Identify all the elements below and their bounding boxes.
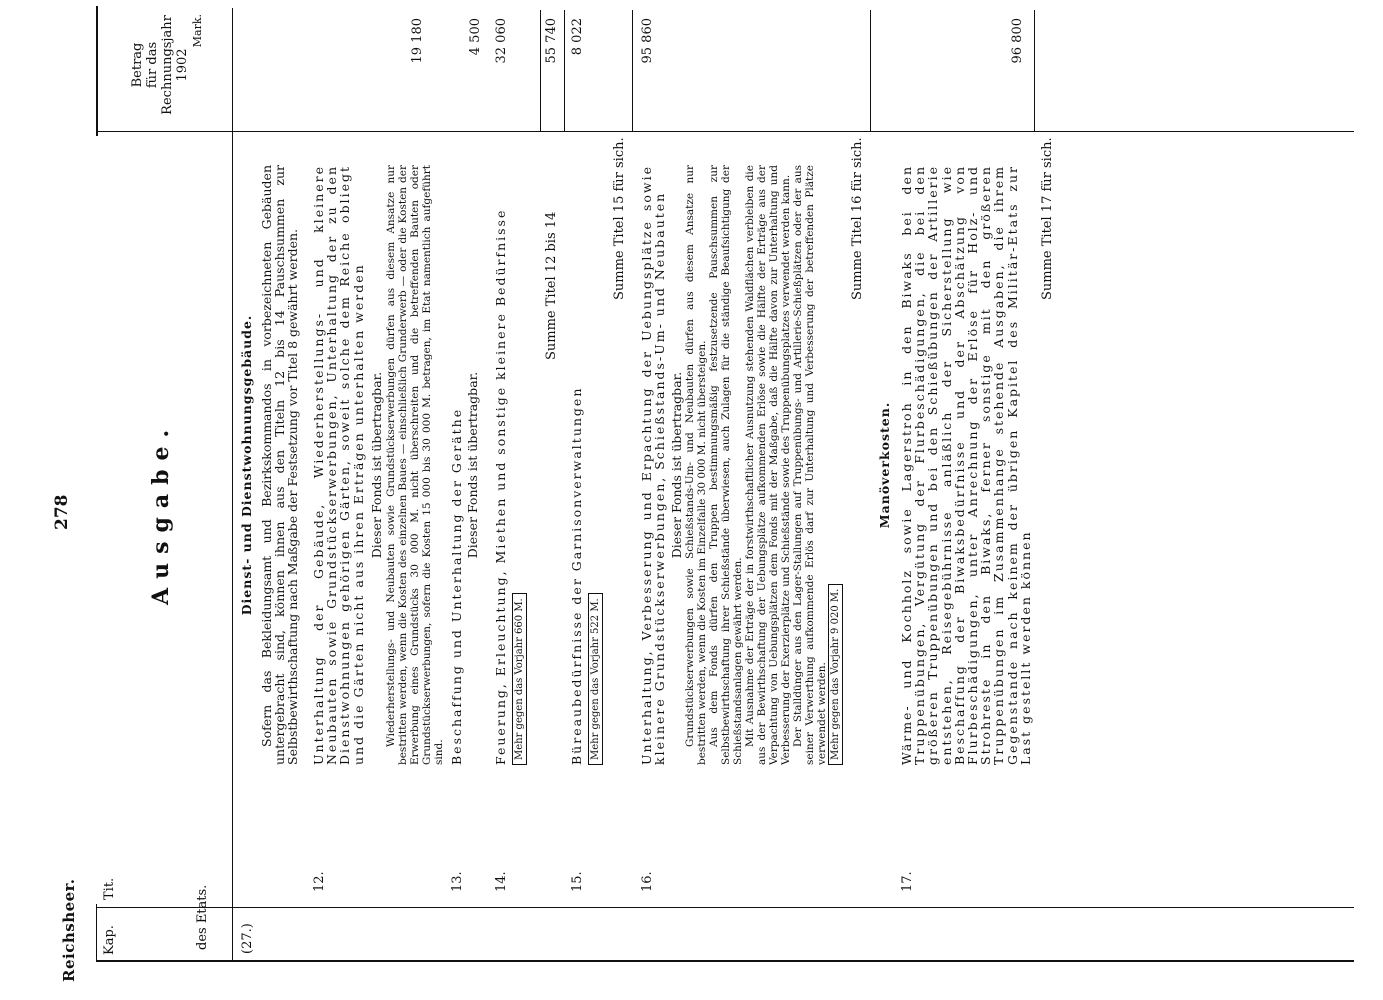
header-divider [232, 8, 233, 962]
etats-column-heading: des Etats. [195, 884, 210, 950]
titel-text: Unterhaltung der Gebäude, Wiederherstellungs- und kleinere Neubauten sowie Grundstückserwerbungen, Unterhaltung der zu den Dienstwohnungen gehörigen Gärten, soweit solche dem Reiche obliegt und die Gärten nicht aus ihren Erträgen unterhalten werden [311, 165, 366, 765]
titel-amount: 96 800 [1010, 18, 1025, 64]
titel-amount: 4 500 [468, 18, 483, 56]
titel-note: Dieser Fonds ist übertragbar. [465, 371, 480, 559]
titel-note: Wiederherstellungs- und Neubauten sowie Grundstückserwerbungen dürfen aus diesem Ansatze nur bestritten werden, wenn die Kosten des einzelnen Baues — einschließlich Grunderwerb — oder die Kosten der Erwerbung eines Grundstücks 30 000 M. nicht überschreiten und die betreffenden Bauten oder Grundstückserwerbungen, sofern die Kosten 15 000 bis 30 000 M. betragen, im Etat namentlich aufgeführt sind. [385, 165, 445, 765]
change-box: Mehr gegen das Vorjahr 660 M. [512, 593, 527, 765]
table-top-right [96, 6, 98, 136]
titel-heading: Manöverkosten. [877, 401, 892, 529]
digitization-note [1365, 8, 1379, 993]
sum-label: Summe Titel 17 für sich. [1040, 137, 1055, 300]
titel-amount: 8 022 [570, 18, 585, 56]
amount-heading-year: 1902 [175, 48, 190, 82]
sum-rule [1034, 10, 1035, 132]
titel-number: 12. [312, 871, 327, 892]
amount-heading-unit: Mark. [191, 14, 204, 48]
titel-note: Aus dem Fonds dürfen den Truppen bestimmungsmäßig festzusetzende Pauschsummen zur Selbstbewirthschaftung ihrer Schießstände überwiesen, auch Zulagen für die ständige Beaufsichtigung der Schießstandsanlagen gewährt werden. [708, 165, 744, 765]
titel-note: Der Stalldünger aus den Lager-Stallungen auf Truppenübungs- und Artillerie-Schießplätzen oder der aus seiner Verwerthung aufkommende Erlös darf zur Unterhaltung und Verbesserung der betreffenden Plätze verwendet werden. [792, 165, 828, 765]
sum-label: Summe Titel 16 für sich. [850, 137, 865, 300]
amount-column-heading [130, 10, 205, 120]
sum-label: Summe Titel 12 bis 14 [544, 211, 559, 360]
amount-heading-line: für das [145, 41, 160, 89]
titel-number: 14. [494, 871, 509, 892]
titel-note: Dieser Fonds ist übertragbar. [669, 371, 684, 559]
titel-text: Beschaffung und Unterhaltung der Geräthe [449, 407, 464, 765]
table-top-left [96, 904, 97, 962]
titel-number: 17. [900, 871, 915, 892]
titel-note: Dieser Fonds ist übertragbar. [369, 371, 384, 559]
titel-number: 16. [640, 871, 655, 892]
sum-rule [564, 10, 565, 132]
change-box: Mehr gegen das Vorjahr 9 020 M. [828, 584, 843, 765]
sum-amount: 55 740 [544, 18, 559, 64]
titel-amount: 95 860 [640, 18, 655, 64]
table-left-border [96, 960, 1354, 962]
titel-amount: 32 060 [494, 18, 509, 64]
change-box: Mehr gegen das Vorjahr 522 M. [588, 593, 603, 765]
titel-number: 15. [570, 871, 585, 892]
titel-note: Grundstückserwerbungen sowie Schießstands-Um- und Neubauten dürfen aus diesem Ansatze nur bestritten werden, wenn die Kosten im Einzelfalle 30 000 M. nicht übersteigen. [684, 165, 708, 765]
sum-rule [632, 10, 633, 132]
titel-text: Unterhaltung, Verbesserung und Erpachtung der Uebungsplätze sowie kleinere Grundstückserwerbungen, Schießstands-Um- und Neubauten [639, 165, 668, 765]
tit-column-heading: Tit. [102, 877, 117, 900]
amount-heading-line: Betrag [130, 42, 145, 88]
titel-number: 13. [450, 871, 465, 892]
amount-heading-line: Rechnungsjahr [160, 15, 175, 115]
amount-column-divider [96, 131, 1354, 132]
titel-note: Mit Ausnahme der Erträge der in forstwirthschaftlicher Ausnutzung stehenden Waldflächen verbleiben die aus der Bewirthschaftung der Uebungsplätze aufkommenden Erlöse sowie die Hälfte der Erträge aus der Verpachtung von Uebungsplätzen dem Fonds mit der Maßgabe, daß die Hälfte davon zur Unterhaltung und Verbesserung der Exerzierplätze und Schießstände sowie des Truppenübungsplatzes verwendet werden kann. [744, 165, 792, 765]
intro-paragraph: Sofern das Bekleidungsamt und Bezirkskommandos in vorbezeichneten Gebäuden untergebracht sind, können ihnen aus den Titeln 12 bis 14 Pauschsummen zur Selbstbewirthschaftung nach Maßgabe der Festsetzung vor Titel 8 gewährt werden. [259, 165, 301, 765]
kap-column-divider [96, 907, 1354, 908]
titel-amount: 19 180 [410, 18, 425, 64]
section-heading: Dienst- und Dienstwohnungsgebäude. [239, 314, 254, 616]
sum-label: Summe Titel 15 für sich. [612, 137, 627, 300]
page-number: 278 [52, 494, 72, 530]
sum-rule [540, 10, 541, 132]
running-head: Reichsheer. [60, 878, 78, 982]
titel-text: Wärme- und Kochholz sowie Lagerstroh in den Biwaks bei den Truppenübungen, Vergütung der Flurbeschädigungen, die bei den größeren Truppenübungen und bei den Schießübungen der Artillerie entstehen, Reisegebührnisse anläßlich der Sicherstellung wie Beschaffung der Biwaksbedürfnisse und der Abschätzung von Flurbeschädigungen, unter Anrechnung der Erlöse für Holz- und Strohreste in den Biwaks, ferner sonstige mit den größeren Truppenübungen im Zusammenhange stehende Ausgaben, die ihrem Gegenstande nach keinem der übrigen Kapitel des Militär-Etats zur Last gestellt werden können [899, 165, 1033, 765]
chapter-number: (27.) [240, 923, 255, 954]
titel-text: Büreaubedürfnisse der Garnisonverwaltungen [569, 386, 584, 765]
kap-column-heading: Kap. [102, 925, 117, 955]
sum-rule [870, 10, 871, 132]
titel-text: Feuerung, Erleuchtung, Miethen und sonstige kleinere Bedürfnisse [493, 208, 508, 765]
section-title: Ausgabe. [148, 420, 174, 605]
